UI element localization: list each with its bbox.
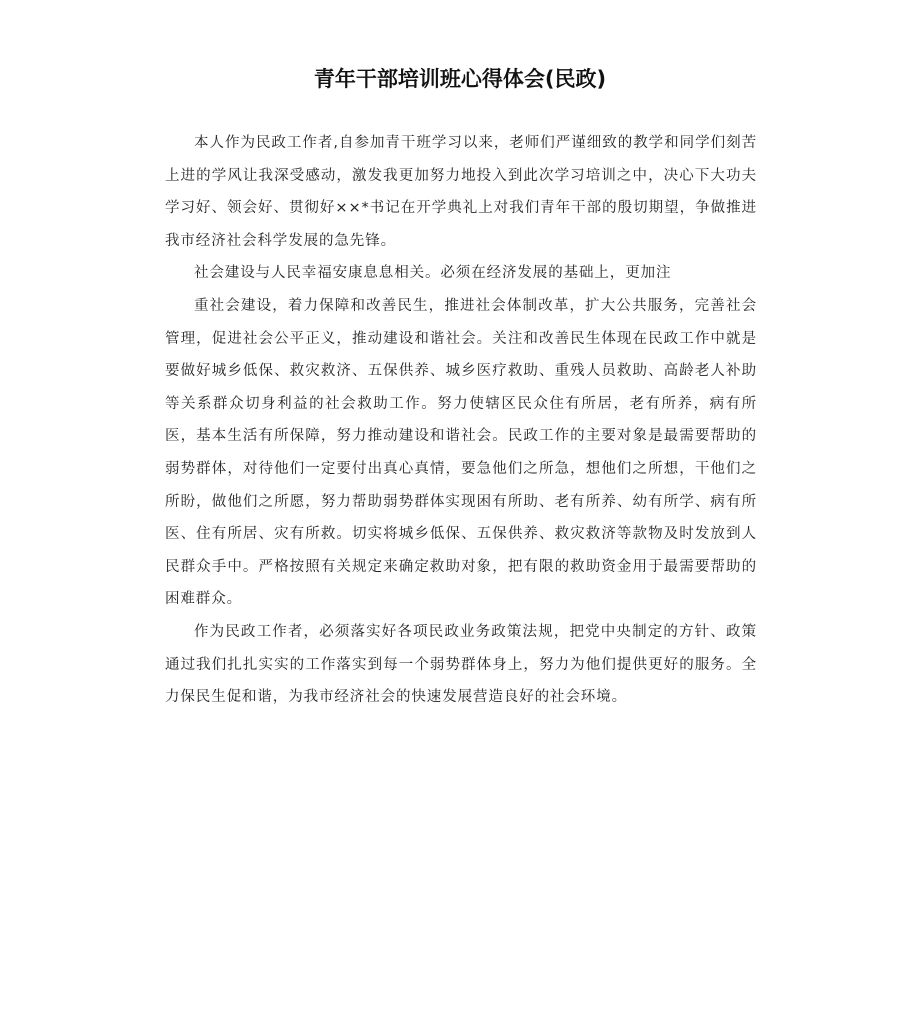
- paragraph-1: 本人作为民政工作者,自参加青干班学习以来，老师们严谨细致的教学和同学们刻苦上进的学风让我深受感动，激发我更加努力地投入到此次学习培训之中，决心下大功夫学习好、领会好、贯彻好××*书记在开学典礼上对我们青年干部的殷切期望，争做推进我市经济社会科学发展的急先锋。: [165, 135, 757, 249]
- paragraph-4: 作为民政工作者，必须落实好各项民政业务政策法规，把党中央制定的方针、政策通过我们扎扎实实的工作落实到每一个弱势群体身上，努力为他们提供更好的服务。全力保民生促和谐，为我市经济社会的快速发展营造良好的社会环境。: [165, 623, 757, 706]
- paragraph-3: 重社会建设，着力保障和改善民生，推进社会体制改革，扩大公共服务，完善社会管理，促进社会公平正义，推动建设和谐社会。关注和改善民生体现在民政工作中就是要做好城乡低保、救灾救济、五保供养、城乡医疗救助、重残人员救助、高龄老人补助等关系群众切身利益的社会救助工作。努力使辖区民众住有所居，老有所养，病有所医，基本生活有所保障，努力推动建设和谐社会。民政工作的主要对象是最需要帮助的弱势群体，对待他们一定要付出真心真情，要急他们之所急，想他们之所想，干他们之所盼，做他们之所愿，努力帮助弱势群体实现困有所助、老有所养、幼有所学、病有所医、住有所居、灾有所救。切实将城乡低保、五保供养、救灾救济等款物及时发放到人民群众手中。严格按照有关规定来确定救助对象，把有限的救助资金用于最需要帮助的困难群众。: [165, 297, 757, 608]
- document-body: [165, 127, 757, 714]
- document-title: 青年干部培训班心得体会(民政): [313, 67, 607, 91]
- paragraph-2: 社会建设与人民幸福安康息息相关。必须在经济发展的基础上，更加注: [194, 265, 672, 282]
